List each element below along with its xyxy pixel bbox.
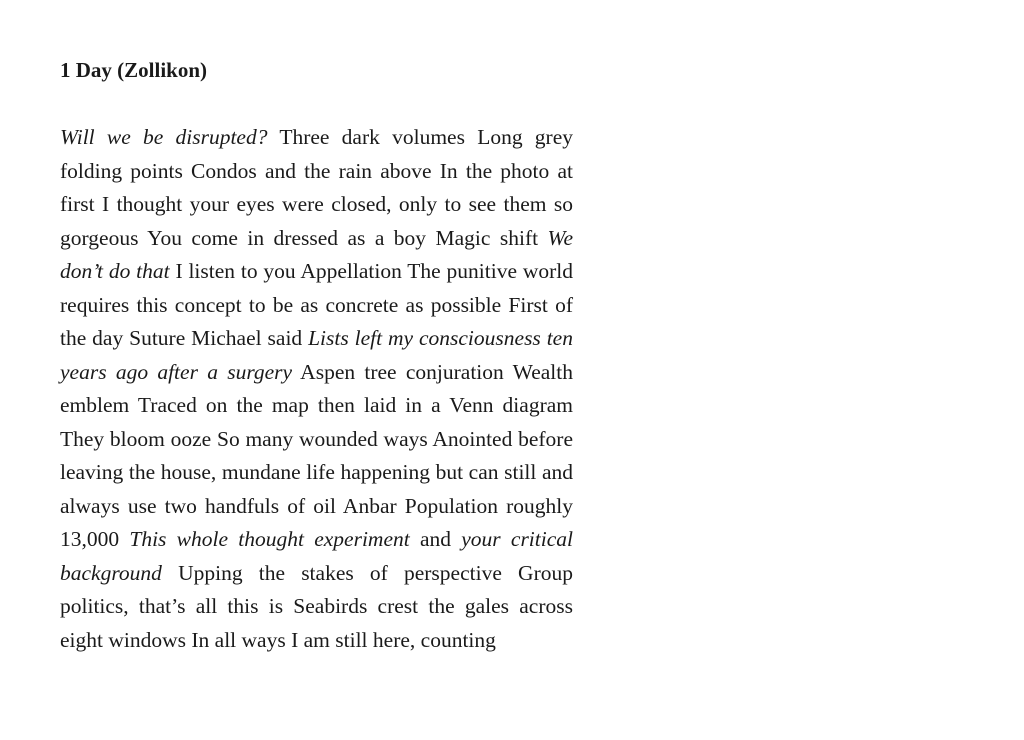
document-page	[60, 52, 573, 657]
poem-segment: I listen to you Appellation The punitive world requires this concept to be as concrete as possible First of the day Suture Michael said	[60, 259, 573, 350]
poem-segment: Upping the stakes of perspective Group politics, that’s all this is Seabirds crest the gales across eight windows In all ways I am still here, counting	[60, 560, 573, 652]
poem-body	[60, 121, 573, 657]
poem-segment: Aspen tree conjuration Wealth emblem Traced on the map then laid in a Venn diagram They bloom ooze So many wounded ways Anointed before leaving the house, mundane life happening but can still and always use two handfuls of oil Anbar Population roughly 13,000	[60, 359, 573, 551]
poem-segment: your critical background	[60, 527, 573, 585]
poem-segment: Three dark volumes Long grey folding points Condos and the rain above In the photo at first I thought your eyes were closed, only to see them so gorgeous You come in dressed as a boy Magic shift	[60, 125, 574, 250]
poem-title: 1 Day (Zollikon)	[60, 58, 208, 82]
poem-segment: We don’t do that	[60, 225, 573, 283]
poem-segment: and	[409, 527, 462, 551]
poem-segment: Will we be disrupted?	[60, 125, 268, 149]
poem-segment: This whole thought experiment	[129, 527, 410, 551]
poem-segment: Lists left my consciousness ten years ago after a surgery	[60, 326, 573, 384]
